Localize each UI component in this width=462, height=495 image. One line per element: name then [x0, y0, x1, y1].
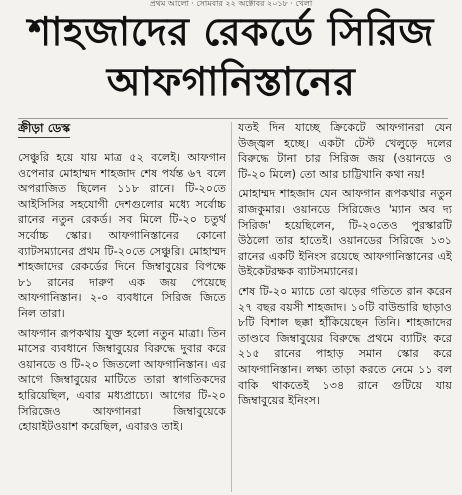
paragraph: যতই দিন যাচ্ছে ক্রিকেটে আফগানরা যেন উজ্জ্বল হচ্ছে। একটা টেস্ট খেলুড়ে দলের বিরুদ্ধে টানা চার সিরিজ জয় (ওয়ানডে ও টি-২০ মিলে) তো আর চাট্টিখানি কথা নয়! [238, 121, 452, 181]
article-column-right [238, 120, 452, 492]
column-rule [231, 122, 232, 492]
paragraph: শেষ টি-২০ ম্যাচে তো ঝড়ের গতিতে রান করেন ২৭ বছর বয়সী শাহজাদ। ১০টি বাউন্ডারি ছাড়াও ৮টি বিশাল ছক্কা হাঁকিয়েছেন তিনি। শাহজাদের তাণ্ডবে জিম্বাবুয়ের বিরুদ্ধে প্রথমে ব্যাটিং করে ২১৫ রানের পাহাড় সমান স্কোর করে আফগানিস্তান। লক্ষ্য তাড়া করতে নেমে ১১ বল বাকি থাকতেই ১৩৪ রানে গুটিয়ে যায় জিম্বাবুয়ের ইনিংস। [238, 284, 452, 408]
desk-credit: ক্রীড়া ডেস্ক [18, 120, 70, 138]
paragraph: সেঞ্চুরি হয়ে যায় মাত্র ৫২ বলেই। আফগান ওপেনার মোহাম্মদ শাহজাদ শেষ পর্যন্ত ৬৭ বলে অপরাজিত ছিলেন ১১৮ রানে। টি-২০তে আইসিসির সহযোগী দেশগুলোর মধ্যে সর্বোচ্চ রানের নতুন রেকর্ড। সব মিলে টি-২০ চতুর্থ সর্বোচ্চ স্কোর। আফগানিস্তানের কোনো ব্যাটসম্যানের প্রথম টি-২০তে সেঞ্চুরি। মোহাম্মদ শাহজাদের রেকর্ডের দিনে জিম্বাবুয়ের বিপক্ষে ৮১ রানের দারুণ এক জয় পেয়েছে আফগানিস্তান। ২-০ ব্যবধানে সিরিজ জিতে নিল তারা। [18, 151, 226, 320]
paragraph: মোহাম্মদ শাহজাদ যেন আফগান রূপকথার নতুন রাজকুমার। ওয়ানডে সিরিজেও 'ম্যান অব দ্য সিরিজ' হয়েছিলেন, টি-২০তেও পুরস্কারটি উঠলো তার হাতেই। ওয়ানডের সিরিজে ১৩১ রানের একটি ইনিংস রয়েছে আফগানিস্তানের এই উইকেটরক্ষক ব্যাটসম্যানের। [238, 187, 452, 279]
masthead-fragment: প্রথম আলো · সোমবার ২২ অক্টোবর ২০১৮ · খেলা [149, 0, 313, 7]
headline-line-2: আফগানিস্তানের [106, 60, 356, 105]
paragraph: আফগান রূপকথায় যুক্ত হলো নতুন মাত্রা। তিন মাসের ব্যবধানে জিম্বাবুয়ের বিরুদ্ধে দুবার করে ওয়ানডে ও টি-২০ জিতলো আফগানিস্তান। এর আগে জিম্বাবুয়ের মাটিতে তারা স্বাগতিকদের হারিয়েছিল, এবার মধ্যপ্রাচ্যে। আগের টি-২০ সিরিজেও আফগানরা জিম্বাবুয়েকে হোয়াইটওয়াশ করেছিল, এবারও তাই। [18, 326, 226, 434]
headline-line-1: শাহজাদের রেকর্ডে সিরিজ [28, 10, 434, 55]
headline [0, 8, 462, 108]
article-column-left [18, 120, 226, 492]
headline-divider [18, 118, 448, 119]
